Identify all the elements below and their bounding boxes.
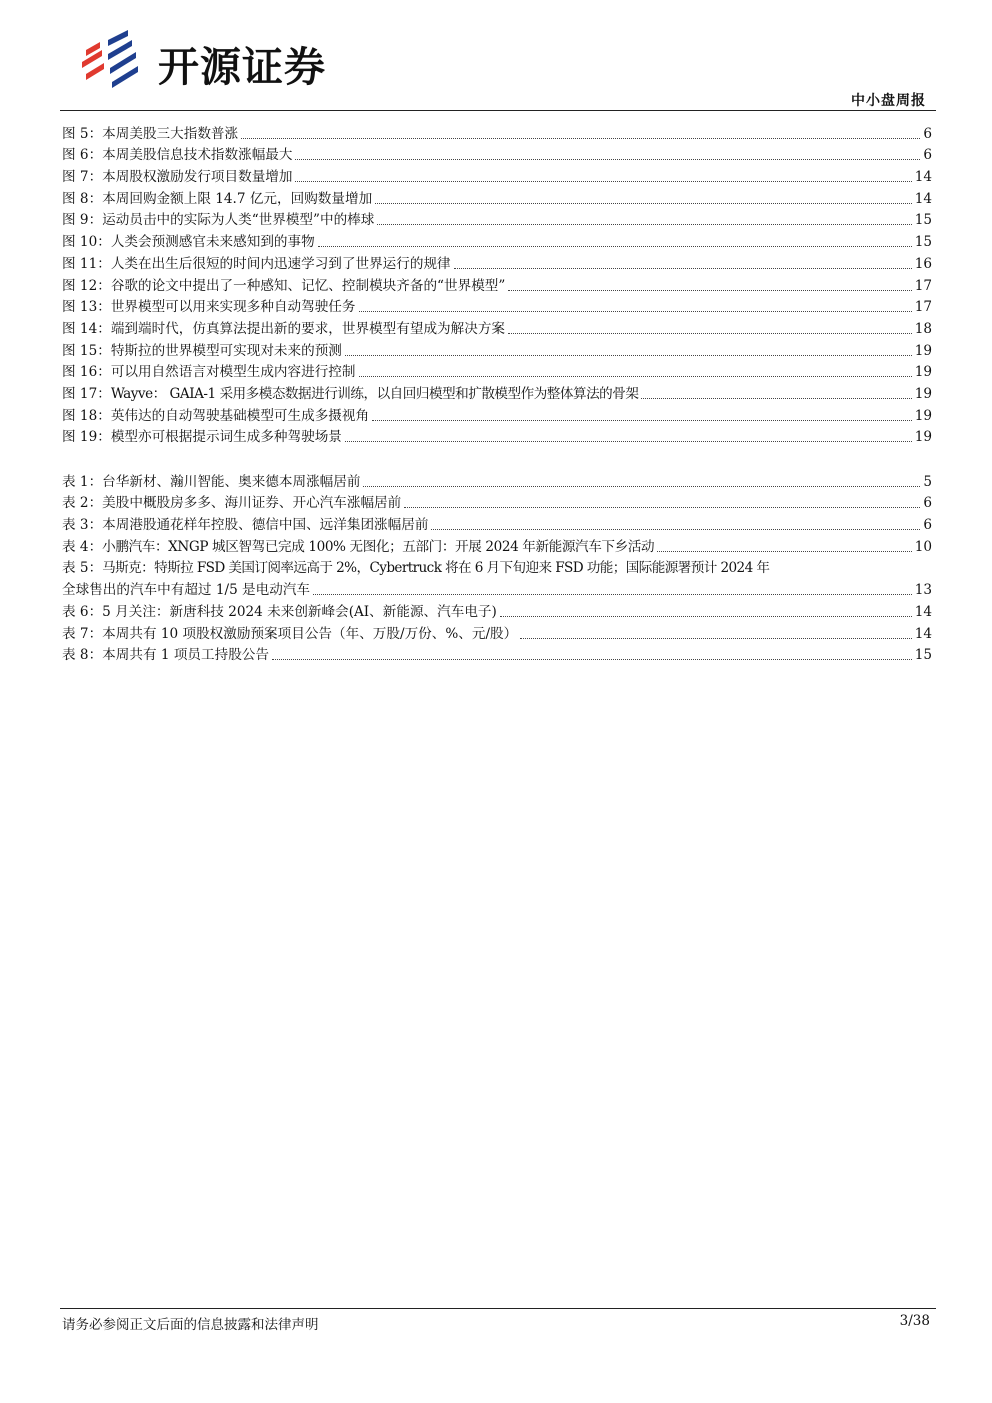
toc-entry-table-4[interactable] [62,534,932,556]
toc-title: 特斯拉的世界模型可实现对未来的预测 [110,342,342,359]
dot-leader [372,420,912,421]
toc-entry-figure-19[interactable] [62,425,932,447]
toc-label: 图 10： [62,234,111,251]
toc-entry-table-5[interactable] [62,556,932,578]
toc-entry-table-8[interactable] [62,643,932,665]
toc-entry-table-3[interactable] [62,512,932,534]
toc-entry-figure-12[interactable] [62,273,932,295]
toc-title: 人类在出生后很短的时间内迅速学习到了世界运行的规律 [110,255,451,272]
dot-leader [657,551,911,552]
toc-page: 10 [914,538,932,555]
toc-page: 6 [923,517,932,534]
toc-page: 19 [914,429,932,446]
dot-leader [359,311,912,312]
toc-page: 14 [914,190,932,207]
dot-leader [508,290,911,291]
toc-page: 19 [914,407,932,424]
toc-entry-figure-10[interactable] [62,229,932,251]
toc-page: 19 [914,385,932,402]
report-type: 中小盘周报 [851,93,926,109]
toc-title: 模型亦可根据提示词生成多种驾驶场景 [110,429,342,446]
dot-leader [295,181,911,182]
toc-label: 图 11： [62,255,111,272]
dot-leader [375,203,912,204]
dot-leader [377,224,911,225]
toc-label: 图 17： [62,385,111,402]
toc-page: 15 [914,647,932,664]
dot-leader [318,246,912,247]
toc-page: 13 [914,582,932,599]
page-number: 3/38 [899,1313,930,1329]
toc-page: 14 [914,603,932,620]
header-divider [60,110,936,111]
dot-leader [500,616,912,617]
toc-entry-table-2[interactable] [62,491,932,513]
toc-label: 图 16： [62,364,111,381]
toc-page: 19 [914,364,932,381]
toc-title: 本周共有 10 项股权激励预案项目公告（年、万股/万份、%、元/股） [102,625,518,642]
toc-entry-figure-7[interactable] [62,164,932,186]
toc-label: 图 8： [62,190,103,207]
dot-leader [520,638,911,639]
toc-entry-figure-18[interactable] [62,403,932,425]
toc-page: 14 [914,625,932,642]
toc-title: 本周共有 1 项员工持股公告 [102,647,269,664]
figure-index [62,121,932,446]
toc-entry-figure-17[interactable] [62,381,932,403]
toc-entry-figure-8[interactable] [62,186,932,208]
table-index [62,469,932,664]
toc-title: 英伟达的自动驾驶基础模型可生成多摄视角 [110,407,370,424]
toc-page: 17 [914,277,932,294]
toc-entry-table-7[interactable] [62,621,932,643]
toc-entry-table-6[interactable] [62,599,932,621]
toc-label: 图 13： [62,299,111,316]
dot-leader [272,659,912,660]
toc-label: 表 4： [62,538,103,555]
toc-title: 5 月关注：新唐科技 2024 未来创新峰会(AI、新能源、汽车电子) [102,603,497,620]
dot-leader [454,268,912,269]
toc-page: 17 [914,299,932,316]
dot-leader [345,355,912,356]
toc-entry-figure-16[interactable] [62,360,932,382]
toc-title: 台华新材、瀚川智能、奥来德本周涨幅居前 [102,473,361,490]
toc-label: 表 6： [62,603,103,620]
disclaimer-note: 请务必参阅正文后面的信息披露和法律声明 [62,1317,319,1333]
toc-entry-figure-13[interactable] [62,295,932,317]
toc-label: 图 18： [62,407,111,424]
toc-page: 15 [914,234,932,251]
brand-name: 开源证券 [158,43,326,91]
toc-title: 全球售出的汽车中有超过 1/5 是电动汽车 [62,582,311,599]
toc-label: 表 7： [62,625,103,642]
toc-label: 表 2： [62,495,103,512]
dot-leader [359,376,912,377]
toc-page: 16 [914,255,932,272]
toc-title: 人类会预测感官未来感知到的事物 [110,234,315,251]
toc-label: 表 8： [62,647,103,664]
toc-label: 表 3： [62,517,103,534]
toc-label: 图 15： [62,342,111,359]
toc-title: 马斯克：特斯拉 FSD 美国订阅率远高于 2%，Cybertruck 将在 6 月下旬迎来 FSD 功能；国际能源署预计 2024 年 [102,560,770,577]
toc-title: 本周回购金额上限 14.7 亿元，回购数量增加 [102,190,373,207]
toc-page: 6 [923,125,932,142]
toc-title: 本周港股通花样年控股、德信中国、远洋集团涨幅居前 [102,517,429,534]
toc-entry-figure-9[interactable] [62,208,932,230]
dot-leader [241,138,920,139]
toc-entry-figure-6[interactable] [62,143,932,165]
toc-title: 本周美股三大指数普涨 [102,125,239,142]
toc-label: 图 14： [62,320,111,337]
toc-page: 6 [923,147,932,164]
toc-page: 15 [914,212,932,229]
brand-mark-icon [78,28,150,88]
toc-label: 图 9： [62,212,103,229]
toc-title: 可以用自然语言对模型生成内容进行控制 [110,364,356,381]
dot-leader [313,594,912,595]
toc-title: 本周美股信息技术指数涨幅最大 [102,147,293,164]
dot-leader [641,398,911,399]
dot-leader [363,486,920,487]
toc-title: 谷歌的论文中提出了一种感知、记忆、控制模块齐备的“世界模型” [110,277,506,294]
toc-entry-figure-15[interactable] [62,338,932,360]
toc-label: 图 6： [62,147,103,164]
toc-title: 端到端时代，仿真算法提出新的要求，世界模型有望成为解决方案 [110,320,506,337]
toc-label: 表 5： [62,560,103,577]
toc-page: 5 [923,473,932,490]
brand-logo [78,28,378,91]
toc-title: 小鹏汽车：XNGP 城区智驾已完成 100% 无图化；五部门：开展 2024 年新能源汽车下乡活动 [102,538,655,555]
toc-page: 18 [914,320,932,337]
dot-leader [431,529,920,530]
toc-title: 世界模型可以用来实现多种自动驾驶任务 [110,299,356,316]
dot-leader [345,441,912,442]
dot-leader [404,507,920,508]
toc-entry-figure-11[interactable] [62,251,932,273]
toc-label: 图 5： [62,125,103,142]
toc-entry-figure-5[interactable] [62,121,932,143]
dot-leader [508,333,912,334]
toc-label: 表 1： [62,473,103,490]
toc-title: 美股中概股房多多、海川证券、开心汽车涨幅居前 [102,495,402,512]
toc-entry-table-1[interactable] [62,469,932,491]
toc-label: 图 12： [62,277,111,294]
footer-divider [60,1308,936,1309]
toc-page: 19 [914,342,932,359]
dot-leader [295,159,920,160]
toc-entry-figure-14[interactable] [62,316,932,338]
toc-title: 运动员击中的实际为人类“世界模型”中的棒球 [102,212,375,229]
toc-title: Wayve： GAIA-1 采用多模态数据进行训练，以自回归模型和扩散模型作为整体算法的骨架 [110,385,639,402]
toc-entry-table-5-continued[interactable] [62,577,932,599]
toc-title: 本周股权激励发行项目数量增加 [102,169,293,186]
toc-label: 图 7： [62,169,103,186]
toc-label: 图 19： [62,429,111,446]
toc-page: 14 [914,169,932,186]
toc-page: 6 [923,495,932,512]
